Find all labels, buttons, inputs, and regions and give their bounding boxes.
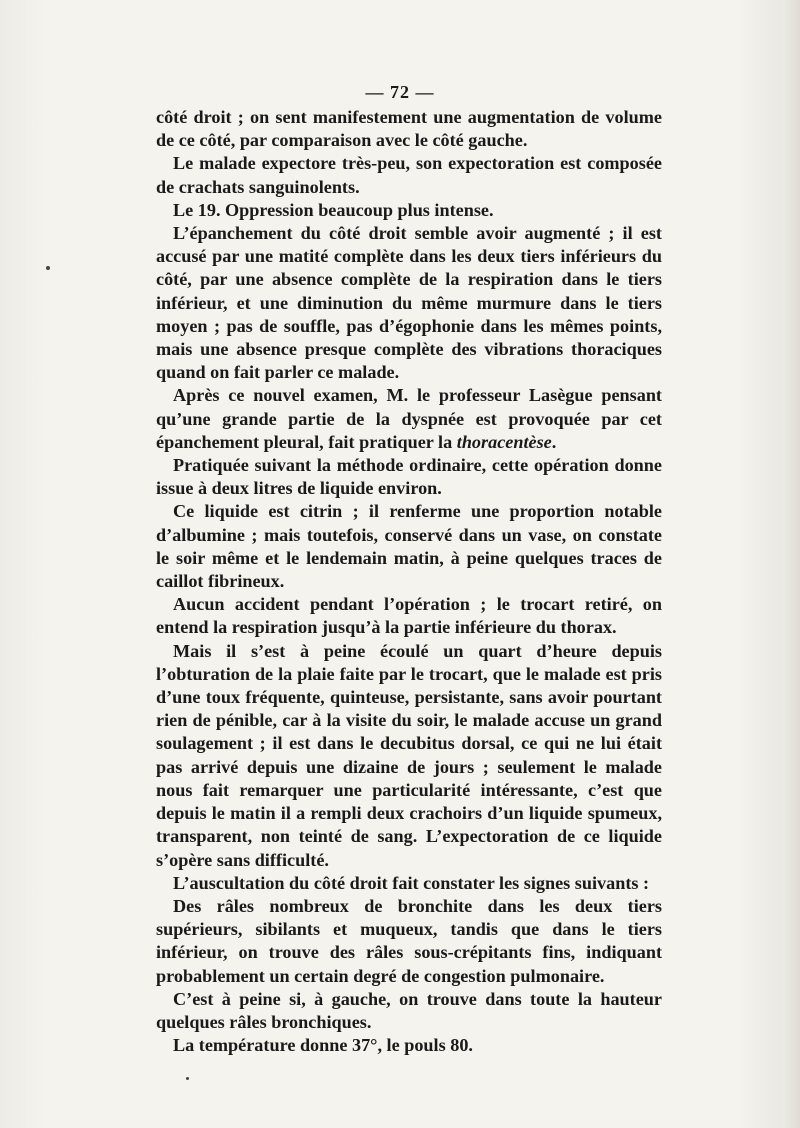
page-edge-shadow: [782, 0, 800, 1128]
page-number: — 72 —: [365, 82, 435, 102]
paragraph: Aucun accident pendant l’opération ; le trocart retiré, on entend la respiration jusqu’à la partie inférieure du thorax.: [156, 594, 662, 638]
body-text: [156, 106, 662, 1057]
paragraph: Ce liquide est citrin ; il renferme une proportion notable d’albumine ; mais toutefois, conservé dans un vase, on constate le soir même et le lendemain matin, à peine quelques traces de caillot fibrineux.: [156, 501, 662, 592]
paragraph: Des râles nombreux de bronchite dans les deux tiers supérieurs, sibilants et muqueux, tandis que dans le tiers inférieur, on trouve des râles sous-crépitants fins, indiquant probablement un certain degré de congestion pulmonaire.: [156, 895, 662, 986]
paragraph: L’auscultation du côté droit fait constater les signes suivants :: [173, 872, 650, 893]
paragraph: Le malade expectore très-peu, son expectoration est composée de crachats sanguinolents.: [156, 153, 662, 197]
paragraph: C’est à peine si, à gauche, on trouve dans toute la hauteur quelques râles bronchiques.: [156, 988, 662, 1032]
paragraph: L’épanchement du côté droit semble avoir augmenté ; il est accusé par une matité complète dans les deux tiers inférieurs du côté, par une absence complète de la respiration dans le tiers inférieur, et une diminution du même murmure dans le tiers moyen ; pas de souffle, pas d’égophonie dans les mêmes points, mais une absence presque complète des vibrations thoraciques quand on fait parler ce malade.: [156, 223, 662, 383]
paragraph: Mais il s’est à peine écoulé un quart d’heure depuis l’obturation de la plaie faite par le trocart, que le malade est pris d’une toux fréquente, quinteuse, persistante, sans avoir pourtant rien de pénible, car à la visite du soir, le malade accuse un grand soulagement ; il est dans le decubitus dorsal, ce qui ne lui était pas arrivé depuis une dizaine de jours ; seulement le malade nous fait remarquer une particularité intéressante, c’est que depuis le matin il a rempli deux crachoirs d’un liquide spumeux, transparent, non teinté de sang. L’expectoration de ce liquide s’opère sans difficulté.: [156, 640, 662, 870]
ink-speck: [186, 1077, 189, 1080]
paragraph: La température donne 37°, le pouls 80.: [173, 1035, 473, 1056]
paragraph: [156, 384, 662, 454]
paragraph: Pratiquée suivant la méthode ordinaire, cette opération donne issue à deux litres de liquide environ.: [156, 455, 662, 499]
paragraph: côté droit ; on sent manifestement une augmentation de volume de ce côté, par comparaison avec le côté gauche.: [156, 107, 662, 151]
italic-term: thoracentèse: [456, 431, 552, 452]
paragraph-text: .: [551, 431, 557, 452]
paragraph: Le 19. Oppression beaucoup plus intense.: [173, 199, 494, 220]
paragraph-text: Après ce nouvel examen, M. le professeur Lasègue pensant qu’une grande partie de la dyspnée est provoquée par cet épanchement pleural, fait pratiquer la: [156, 385, 662, 452]
ink-speck: [46, 266, 50, 270]
